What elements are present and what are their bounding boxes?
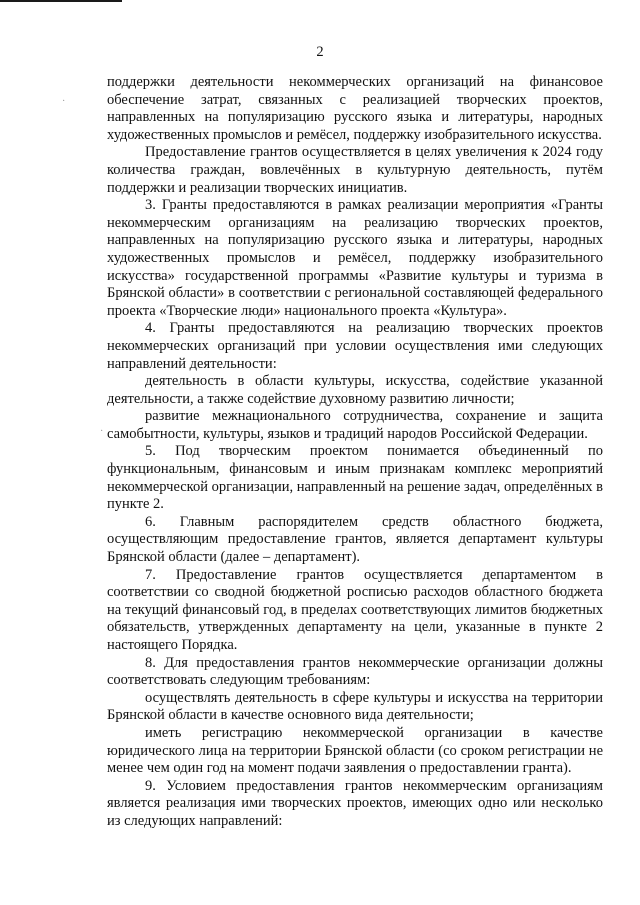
paragraph: 4. Гранты предоставляются на реализацию творческих проектов некоммерческих организаций при условии осуществления ими следующих направлений деятельности: [107,320,603,372]
paragraph: 6. Главным распорядителем средств областного бюджета, осуществляющим предоставление грантов, является департамент культуры Брянской области (далее – департамент). [107,513,603,566]
scan-speck: · [100,426,104,437]
paragraph: 8. Для предоставления грантов некоммерческие организации должны соответствовать следующим требованиям: [107,654,603,689]
top-rule [0,0,122,2]
paragraph: осуществлять деятельность в сфере культуры и искусства на территории Брянской области в качестве основного вида деятельности; [107,689,603,724]
page-number: 2 [316,44,324,60]
paragraph: Предоставление грантов осуществляется в целях увеличения к 2024 году количества граждан, вовлечённых в культурную деятельность, путём поддержки и реализации творческих инициатив. [107,144,603,196]
paragraph: 7. Предоставление грантов осуществляется департаментом в соответствии со сводной бюджетной росписью расходов областного бюджета на текущий финансовый год, в пределах соответствующих лимитов бюджетных обязательств, утвержденных департаменту на цели, указанные в пункте 2 настоящего Порядка. [107,566,603,653]
paragraph: деятельность в области культуры, искусства, содействие указанной деятельности, а также содействие духовному развитию личности; [107,373,603,407]
paragraph: 5. Под творческим проектом понимается объединенный по функциональным, финансовым и иным признакам комплекс мероприятий некоммерческой организации, направленный на решение задач, определённых в пункте 2. [107,443,603,513]
document-body [107,74,603,831]
paragraph: 9. Условием предоставления грантов некоммерческим организациям является реализация ими творческих проектов, имеющих одно или несколько из следующих направлений: [107,777,603,829]
scan-speck: · [62,96,66,107]
paragraph: развитие межнационального сотрудничества, сохранение и защита самобытности, культуры, языков и традиций народов Российской Федерации. [107,408,603,442]
paragraph: поддержки деятельности некоммерческих организаций на финансовое обеспечение затрат, связанных с реализацией творческих проектов, направленных на популяризацию русского языка и литературы, народных художественных промыслов и ремёсел, поддержку изобразительного искусства. [107,74,603,143]
paragraph: 3. Гранты предоставляются в рамках реализации мероприятия «Гранты некоммерческим организациям на реализацию творческих проектов, направленных на популяризацию русского языка и литературы, народных художественных промыслов и ремёсел, поддержку изобразительного искусства» государственной программы «Развитие культуры и туризма в Брянской области» в соответствии с региональной составляющей федерального проекта «Творческие люди» национального проекта «Культура». [107,197,603,319]
paragraph: иметь регистрацию некоммерческой организации в качестве юридического лица на территории Брянской области (со сроком регистрации не менее чем один год на момент подачи заявления о предоставлении гранта). [107,724,603,777]
